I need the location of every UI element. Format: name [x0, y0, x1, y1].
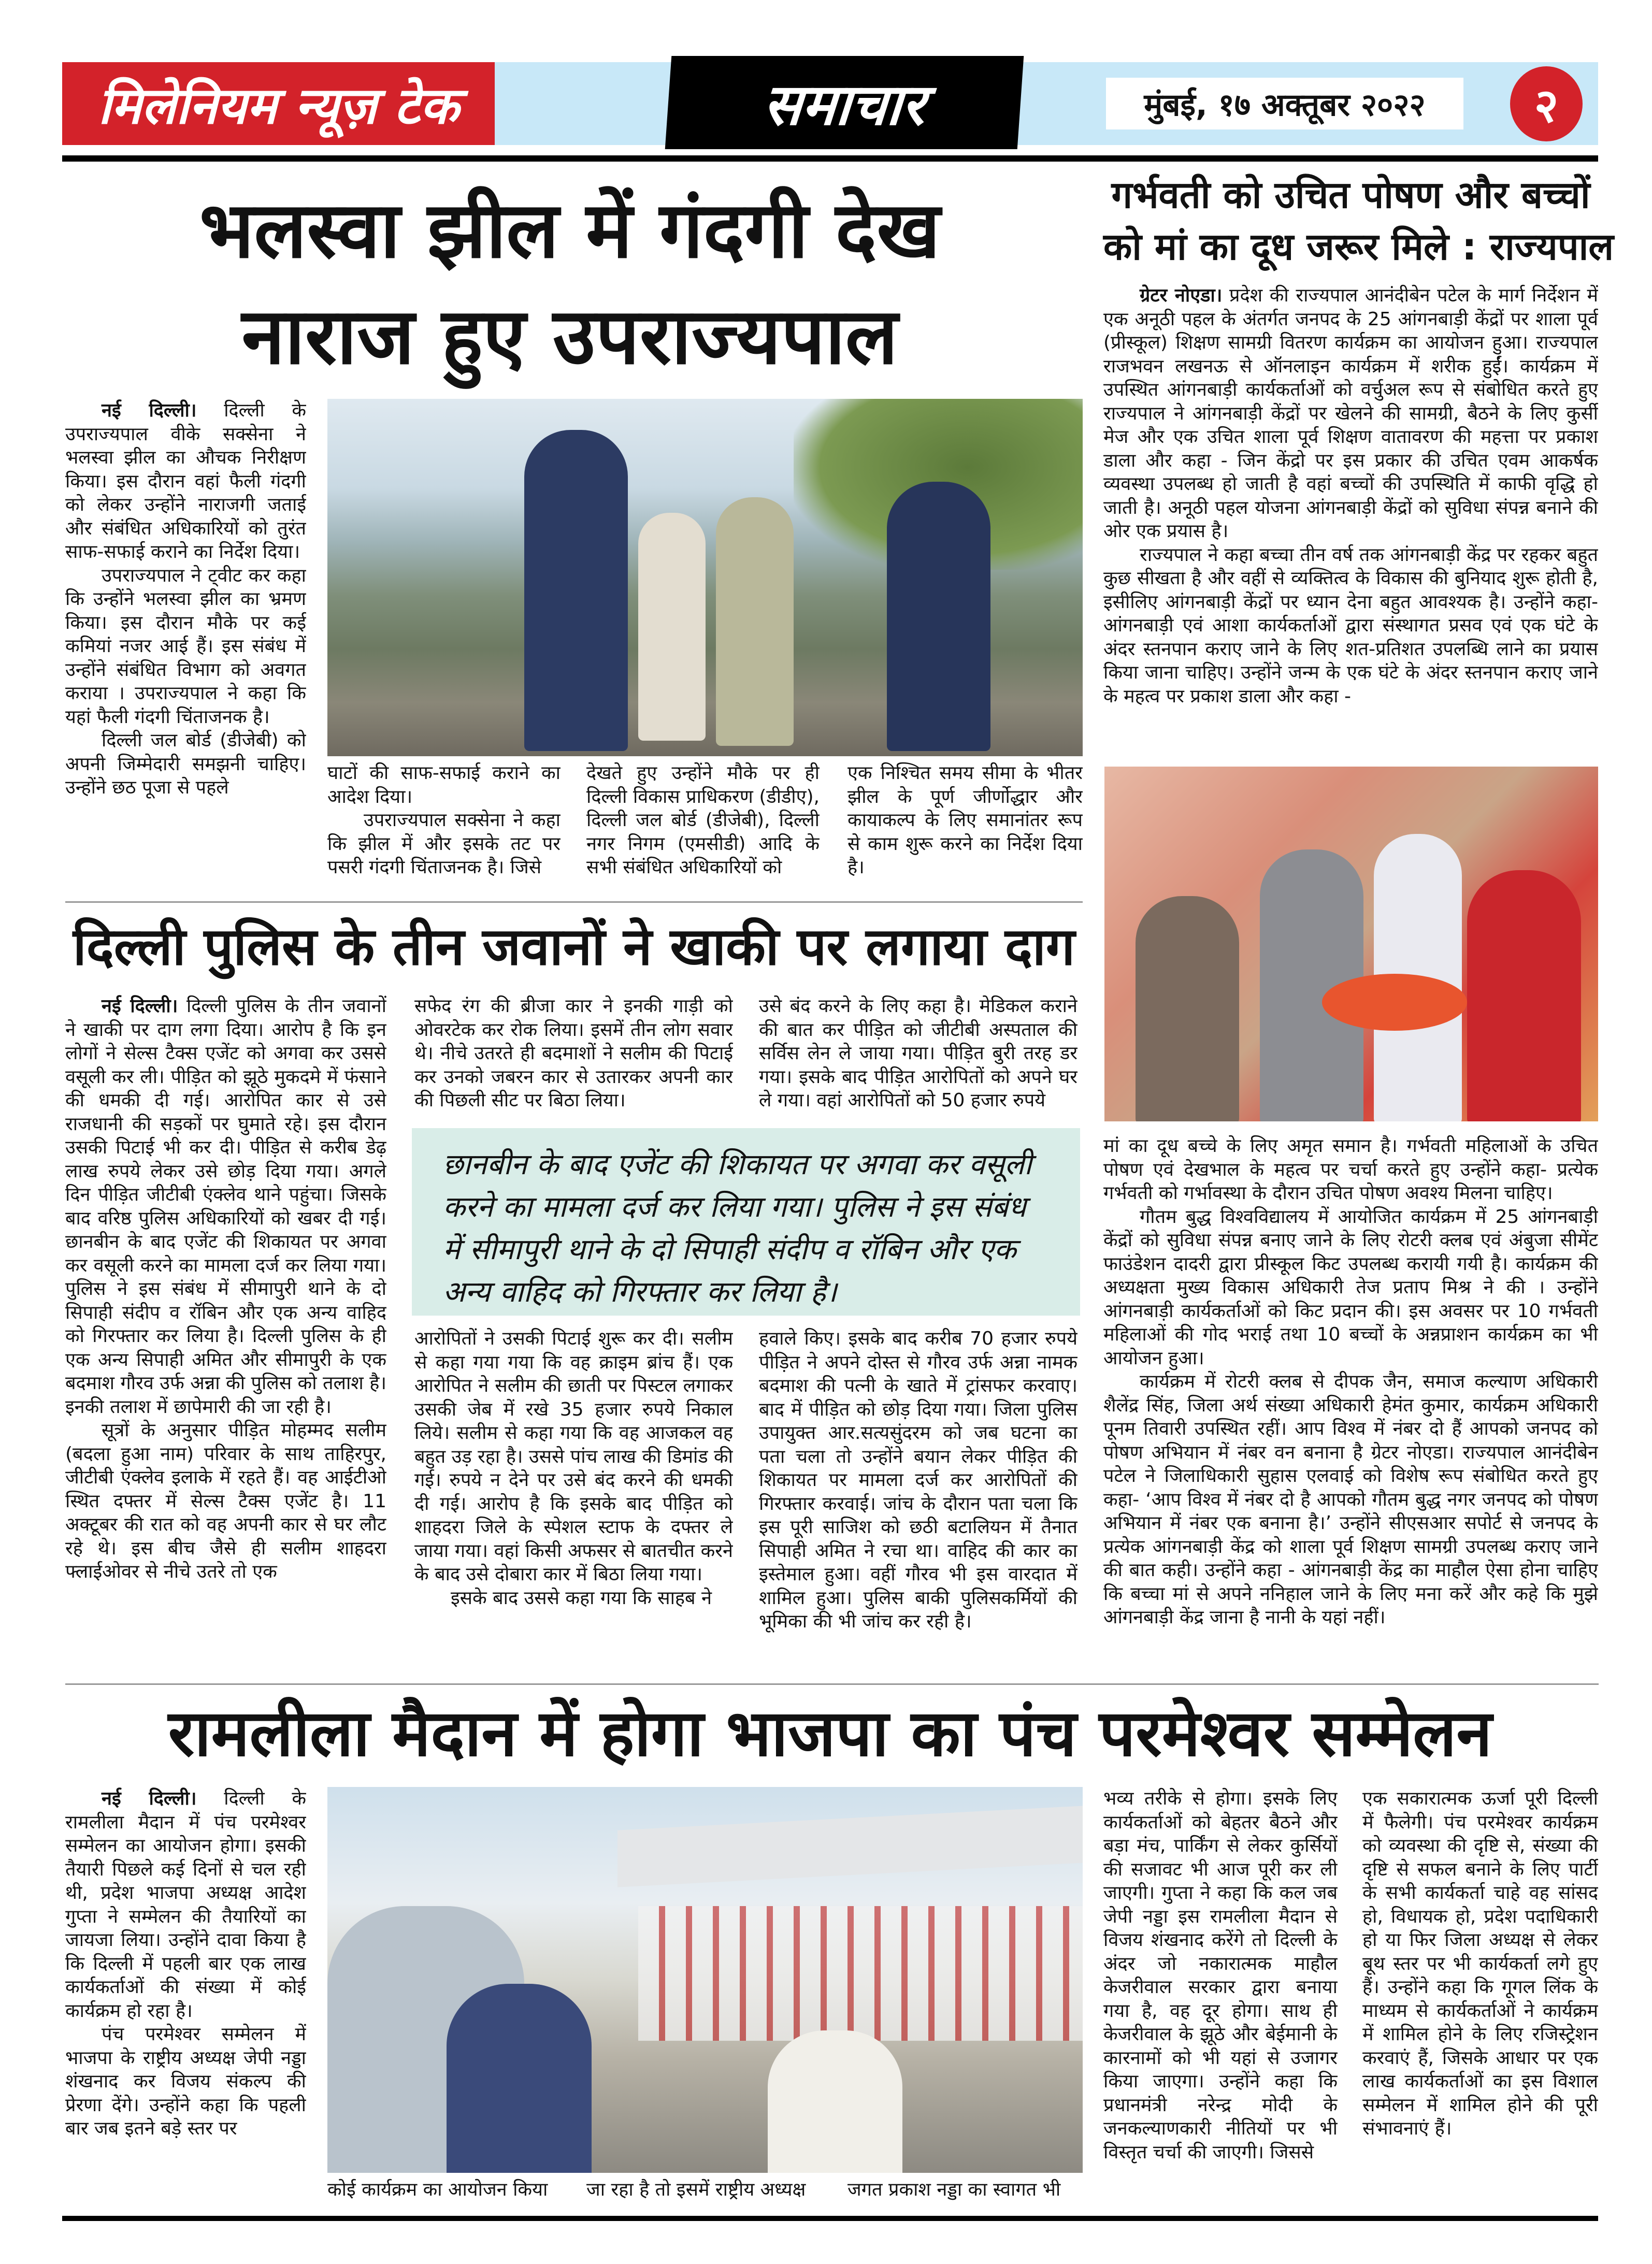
divider — [65, 1683, 1599, 1685]
article3-column-2-bottom: आरोपितों ने उसकी पिटाई शुरू कर दी। सलीम से कहा गया गया कि वह क्राइम ब्रांच हैं। एक आरोपित ने सलीम की छाती पर पिस्टल लगाकर उसकी जेब में रखे 35 हजार रुपये निकाल लिये। सलीम से कहा गया कि वह आजकल वह बहुत उड़ रहा है। उससे पांच लाख की डिमांड की गई। रुपये न देने पर उसे बंद करने की धमकी दी गई। आरोप है कि इसके बाद पीड़ित को शाहदरा जिले के स्पेशल स्टाफ के दफ्तर ले जाया गया। वहां किसी अफसर से बातचीत करने के बाद उसे दोबारा कार में बिठा लिया गया। इसके बाद उससे कहा गया कि साहब ने — [414, 1328, 733, 1609]
article2-body-top: ग्रेटर नोएडा। प्रदेश की राज्यपाल आनंदीबेन पटेल के मार्ग निर्देशन में एक अनूठी पहल के अंतर्गत जनपद के 25 आंगनबाड़ी केंद्रों पर शाला पूर्व (प्रीस्कूल) शिक्षण सामग्री वितरण कार्यक्रम का आयोजन हुआ। राज्यपाल राजभवन लखनऊ से ऑनलाइन कार्यक्रम में शरीक हुईं। कार्यक्रम में उपस्थित आंगनबाड़ी कार्यकर्ताओं को वर्चुअल रूप से संबोधित करते हुए राज्यपाल ने आंगनबाड़ी केंद्रों पर खेलने की सामग्री, बैठने के लिए कुर्सी मेज और एक उचित शाला पूर्व शिक्षण वातावरण की महत्ता पर प्रकाश डाला और कहा - जिन केंद्रो पर इस प्रकार की उचित एवम आकर्षक व्यवस्था उपलब्ध हो जाती है वहां बच्चों की उपस्थिति में काफी वृद्धि हो जाती है। अनूठी पहल योजना आंगनबाड़ी केंद्रों को सुविधा संपन्न बनाने की ओर एक प्रयास है। राज्यपाल ने कहा बच्चा तीन वर्ष तक आंगनबाड़ी केंद्र पर रहकर बहुत कुछ सीखता है और वहीं से व्यक्तित्व के विकास की बुनियाद शुरू होती है, इसीलिए आंगनबाड़ी केंद्रों पर ध्यान देना बहुत आवश्यक है। उन्होंने कहा-आंगनबाड़ी एवं आशा कार्यकर्ताओं द्वारा संस्थागत प्रसव एवं एक घंटे के अंदर स्तनपान कराए जाने के लिए शत-प्रतिशत उपलब्धि लाने का प्रयास किया जाना चाहिए। उन्होंने जन्म के एक घंटे के अंदर स्तनपान कराए जाने के महत्व पर प्रकाश डाला और कहा - — [1103, 285, 1598, 707]
article4-column-5: एक सकारात्मक ऊर्जा पूरी दिल्ली में फैलेगी। पंच परमेश्वर कार्यक्रम को व्यवस्था की दृष्टि से, संख्या की दृष्टि से सफल बनाने के लिए पार्टी के सभी कार्यकर्ता चाहे वह सांसद हो, विधायक हो, प्रदेश पदाधिकारी हो या फिर जिला अध्यक्ष से लेकर बूथ स्तर पर भी कार्यकर्ता लगे हुए हैं। उन्होंने कहा कि गूगल लिंक के माध्यम से कार्यकर्ताओं ने कार्यक्रम में शामिल होने के लिए रजिस्ट्रेशन करवाएं हैं, जिसके आधार पर एक लाख कार्यकर्ताओं का इस विशाल सम्मेलन में शामिल होने की पूरी संभावनाएं हैं। — [1362, 1788, 1598, 2139]
article3-column-2-top: सफेद रंग की ब्रीजा कार ने इनकी गाड़ी को ओवरटेक कर रोक लिया। इसमें तीन लोग सवार थे। नीचे उतरते ही बदमाशों ने सलीम की पिटाई कर उनको जबरन कार से उतारकर अपनी कार की पिछली सीट पर बिठा लिया। — [414, 996, 733, 1111]
article4-column-1: नई दिल्ली। दिल्ली के रामलीला मैदान में पंच परमेश्वर सम्मेलन का आयोजन होगा। इसकी तैयारी पिछले कई दिनों से चल रही थी, प्रदेश भाजपा अध्यक्ष आदेश गुप्ता ने सम्मेलन की तैयारियों का जायजा लिया। उन्होंने दावा किया है कि दिल्ली में पहली बार एक लाख कार्यकर्ताओं की संख्या में कोई कार्यक्रम हो रहा है। पंच परमेश्वर सम्मेलन में भाजपा के राष्ट्रीय अध्यक्ष जेपी नड्डा शंखनाद कर विजय संकल्प की प्रेरणा देंगे। उन्होंने कहा कि पहली बार जब इतने बड़े स्तर पर — [65, 1788, 306, 2139]
article1-headline-line1: भलस्वा झील में गंदगी देख — [199, 185, 941, 276]
masthead-divider — [62, 155, 1598, 162]
footer-divider — [62, 2216, 1598, 2221]
article1-column-2: घाटों की साफ-सफाई कराने का आदेश दिया। उपराज्यपाल सक्सेना ने कहा कि झील में और इसके तट पर पसरी गंदगी चिंताजनक है। जिसे — [327, 762, 561, 878]
article4-caption-3: जगत प्रकाश नड्डा का स्वागत भी — [847, 2179, 1061, 2200]
article4-column-4: भव्य तरीके से होगा। इसके लिए कार्यकर्ताओं को बेहतर बैठने और बड़ा मंच, पार्किंग से लेकर कुर्सियों की सजावट भी आज पूरी कर ली जाएगी। गुप्ता ने कहा कि कल जब जेपी नड्डा इस रामलीला मैदान से विजय शंखनाद करेंगे तो दिल्ली के अंदर जो नकारात्मक माहौल केजरीवाल सरकार द्वारा बनाया गया है, वह दूर होगा। साथ ही केजरीवाल के झूठे और बेईमानी के कारनामों को भी यहां से उजागर किया जाएगा। उन्होंने कहा कि प्रधानमंत्री नरेन्द्र मोदी के जनकल्याणकारी नीतियों पर भी विस्तृत चर्चा की जाएगी। जिससे — [1103, 1788, 1338, 2163]
article4-caption-1: कोई कार्यक्रम का आयोजन किया — [327, 2179, 548, 2200]
issue-date: मुंबई, १७ अक्तूबर २०२२ — [1106, 78, 1463, 129]
divider — [65, 901, 1083, 903]
article1-headline-line2: नाराज हुए उपराज्यपाल — [241, 292, 898, 382]
dateline: नई दिल्ली। — [102, 1788, 197, 1809]
dateline: नई दिल्ली। — [102, 400, 197, 421]
article1-column-4: एक निश्चित समय सीमा के भीतर झील के पूर्ण जीर्णोद्धार और कायाकल्प के लिए समानांतर रूप से काम शुरू करने का निर्देश दिया है। — [847, 762, 1083, 878]
article3-column-3-top: उसे बंद करने के लिए कहा है। मेडिकल कराने की बात कर पीड़ित को जीटीबी अस्पताल की सर्विस लेन ले जाया गया। पीड़ित बुरी तरह डर गया। इसके बाद पीड़ित आरोपितों को अपने घर ले गया। वहां आरोपितों को 50 हजार रुपये — [759, 996, 1078, 1111]
article4-caption-2: जा रहा है तो इसमें राष्ट्रीय अध्यक्ष — [586, 2179, 806, 2200]
section-title: समाचार — [665, 56, 1024, 149]
article3-column-1: नई दिल्ली। दिल्ली पुलिस के तीन जवानों ने खाकी पर दाग लगा दिया। आरोप है कि इन लोगों ने सेल्स टैक्स एजेंट को अगवा कर उससे वसूली कर ली। पीड़ित को झूठे मुकदमे में फंसाने की धमकी दी गई। आरोपित कार से उसे राजधानी की सड़कों पर घुमाते रहे। इस दौरान उसकी पिटाई भी कर दी। पीड़ित से करीब डेढ़ लाख रुपये लेकर उसे छोड़ दिया गया। अगले दिन पीड़ित जीटीबी एंक्लेव थाने पहुंचा। जिसके बाद वरिष्ठ पुलिस अधिकारियों को खबर दी गई। छानबीन के बाद एजेंट की शिकायत पर अगवा कर वसूली करने का मामला दर्ज कर लिया गया। पुलिस ने इस संबंध में सीमापुरी थाने के दो सिपाही संदीप व रॉबिन और एक अन्य वाहिद को गिरफ्तार कर लिया है। दिल्ली पुलिस के ही एक अन्य सिपाही अमित और सीमापुरी के एक बदमाश गौरव उर्फ अन्ना की पुलिस को तलाश है। इनकी तलाश में छापेमारी की जा रही है। सूत्रों के अनुसार पीड़ित मोहम्मद सलीम (बदला हुआ नाम) परिवार के साथ ताहिरपुर, जीटीबी एंक्लेव इलाके में रहते हैं। वह आईटीओ स्थित दफ्तर में सेल्स टैक्स एजेंट है। 11 अक्टूबर की रात को वह अपनी कार से घर लौट रहे थे। इस बीच जैसे ही सलीम शाहदरा फ्लाईओवर से नीचे उतरे तो एक — [65, 996, 386, 1582]
newspaper-brand: मिलेनियम न्यूज़ टेक — [62, 62, 495, 145]
page-number: २ — [1510, 66, 1583, 141]
dateline: ग्रेटर नोएडा। — [1140, 285, 1223, 306]
article3-column-3-bottom: हवाले किए। इसके बाद करीब 70 हजार रुपये पीड़ित ने अपने दोस्त से गौरव उर्फ अन्ना नामक बदमाश की पत्नी के खाते में ट्रांसफर करवाए। बाद में पीड़ित को छोड़ दिया गया। जिला पुलिस उपायुक्त आर.सत्यसुंदरम को जब घटना का पता चला तो उन्होंने बयान लेकर पीड़ित की शिकायत पर मामला दर्ज कर आरोपितों की गिरफ्तार करवाई। जांच के दौरान पता चला कि इस पूरी साजिश को छठी बटालियन में तैनात सिपाही अमित ने रचा था। वाहिद की कार का इस्तेमाल हुआ। वहीं गौरव भी इस वारदात में शामिल हुआ। पुलिस बाकी पुलिसकर्मियों की भूमिका की भी जांच कर रही है। — [759, 1328, 1078, 1632]
article2-headline-line1: गर्भवती को उचित पोषण और बच्चों — [1111, 173, 1590, 217]
article4-headline: रामलीला मैदान में होगा भाजपा का पंच परमेश्वर सम्मेलन — [168, 1696, 1492, 1771]
dateline: नई दिल्ली। — [102, 996, 178, 1017]
pull-quote: छानबीन के बाद एजेंट की शिकायत पर अगवा कर वसूली करने का मामला दर्ज कर लिया गया। पुलिस ने इस संबंध में सीमापुरी थाने के दो सिपाही संदीप व रॉबिन और एक अन्य वाहिद को गिरफ्तार कर लिया है। — [412, 1128, 1080, 1316]
article3-headline: दिल्ली पुलिस के तीन जवानों ने खाकी पर लगाया दाग — [73, 916, 1075, 977]
article2-body-bottom: मां का दूध बच्चे के लिए अमृत समान है। गर्भवती महिलाओं के उचित पोषण एवं देखभाल के महत्व पर चर्चा करते हुए उन्होंने कहा- प्रत्येक गर्भवती को गर्भावस्था के दौरान उचित पोषण अवश्य मिलना चाहिए। गौतम बुद्ध विश्वविद्यालय में आयोजित कार्यक्रम में 25 आंगनबाड़ी केंद्रों को सुविधा संपन्न बनाए जाने के लिए रोटरी क्लब एवं अंबुजा सीमेंट फाउंडेशन दादरी द्वारा प्रीस्कूल किट उपलब्ध करायी गयी है। कार्यक्रम की अध्यक्षता मुख्य विकास अधिकारी तेज प्रताप मिश्र ने की । उन्होंने आंगनबाड़ी कार्यकर्ताओं को किट प्रदान की। इस अवसर पर 10 गर्भवती महिलाओं की गोद भराई तथा 10 बच्चों के अन्नप्राशन कार्यक्रम का भी आयोजन हुआ। कार्यक्रम में रोटरी क्लब से दीपक जैन, समाज कल्याण अधिकारी शैलेंद्र सिंह, जिला अर्थ संख्या अधिकारी हेमंत कुमार, कार्यक्रम अधिकारी पूनम तिवारी उपस्थित रहीं। आप विश्व में नंबर दो हैं आपको जनपद को पोषण अभियान में नंबर वन बनाना है ग्रेटर नोएडा। राज्यपाल आनंदीबेन पटेल ने जिलाधिकारी सुहास एलवाई को विशेष रूप संबोधित करते हुए कहा- ‘आप विश्व में नंबर दो है आपको गौतम बुद्ध नगर जनपद को पोषण अभियान में नंबर एक बनाना है।’ उन्होंने सीएसआर सपोर्ट से जनपद के प्रत्येक आंगनबाड़ी केंद्र को शाला पूर्व शिक्षण सामग्री उपलब्ध कराए जाने की बात कही। उन्होंने कहा - आंगनबाड़ी केंद्र का माहौल ऐसा होना चाहिए कि बच्चा मां से अपने ननिहाल जाने के लिए मना करें और कहे कि मुझे आंगनबाड़ी केंद्र जाना है नानी के यहां नहीं। — [1103, 1135, 1598, 1628]
article1-column-1: नई दिल्ली। दिल्ली के उपराज्यपाल वीके सक्सेना ने भलस्वा झील का औचक निरीक्षण किया। इस दौरान वहां फैली गंदगी को लेकर उन्होंने नाराजगी जताई और संबंधित अधिकारियों को तुरंत साफ-सफाई कराने का निर्देश दिया। उपराज्यपाल ने ट्वीट कर कहा कि उन्होंने भलस्वा झील का भ्रमण किया। इस दौरान मौके पर कई कमियां नजर आई हैं। इस संबंध में उन्होंने संबंधित विभाग को अवगत कराया । उपराज्यपाल ने कहा कि यहां फैली गंदगी चिंताजनक है। दिल्ली जल बोर्ड (डीजेबी) को अपनी जिम्मेदारी समझनी चाहिए। उन्होंने छठ पूजा से पहले — [65, 400, 306, 798]
article1-photo-lake-inspection — [327, 399, 1083, 756]
article4-photo-ramlila-ground — [327, 1787, 1083, 2173]
article1-column-3: देखते हुए उन्होंने मौके पर ही दिल्ली विकास प्राधिकरण (डीडीए), दिल्ली जल बोर्ड (डीजेबी), दिल्ली नगर निगम (एमसीडी) आदि के सभी संबंधित अधिकारियों को — [586, 762, 820, 878]
article2-photo-kit-distribution — [1104, 767, 1598, 1121]
article2-headline-line2: को मां का दूध जरूर मिले : राज्यपाल — [1103, 225, 1614, 268]
